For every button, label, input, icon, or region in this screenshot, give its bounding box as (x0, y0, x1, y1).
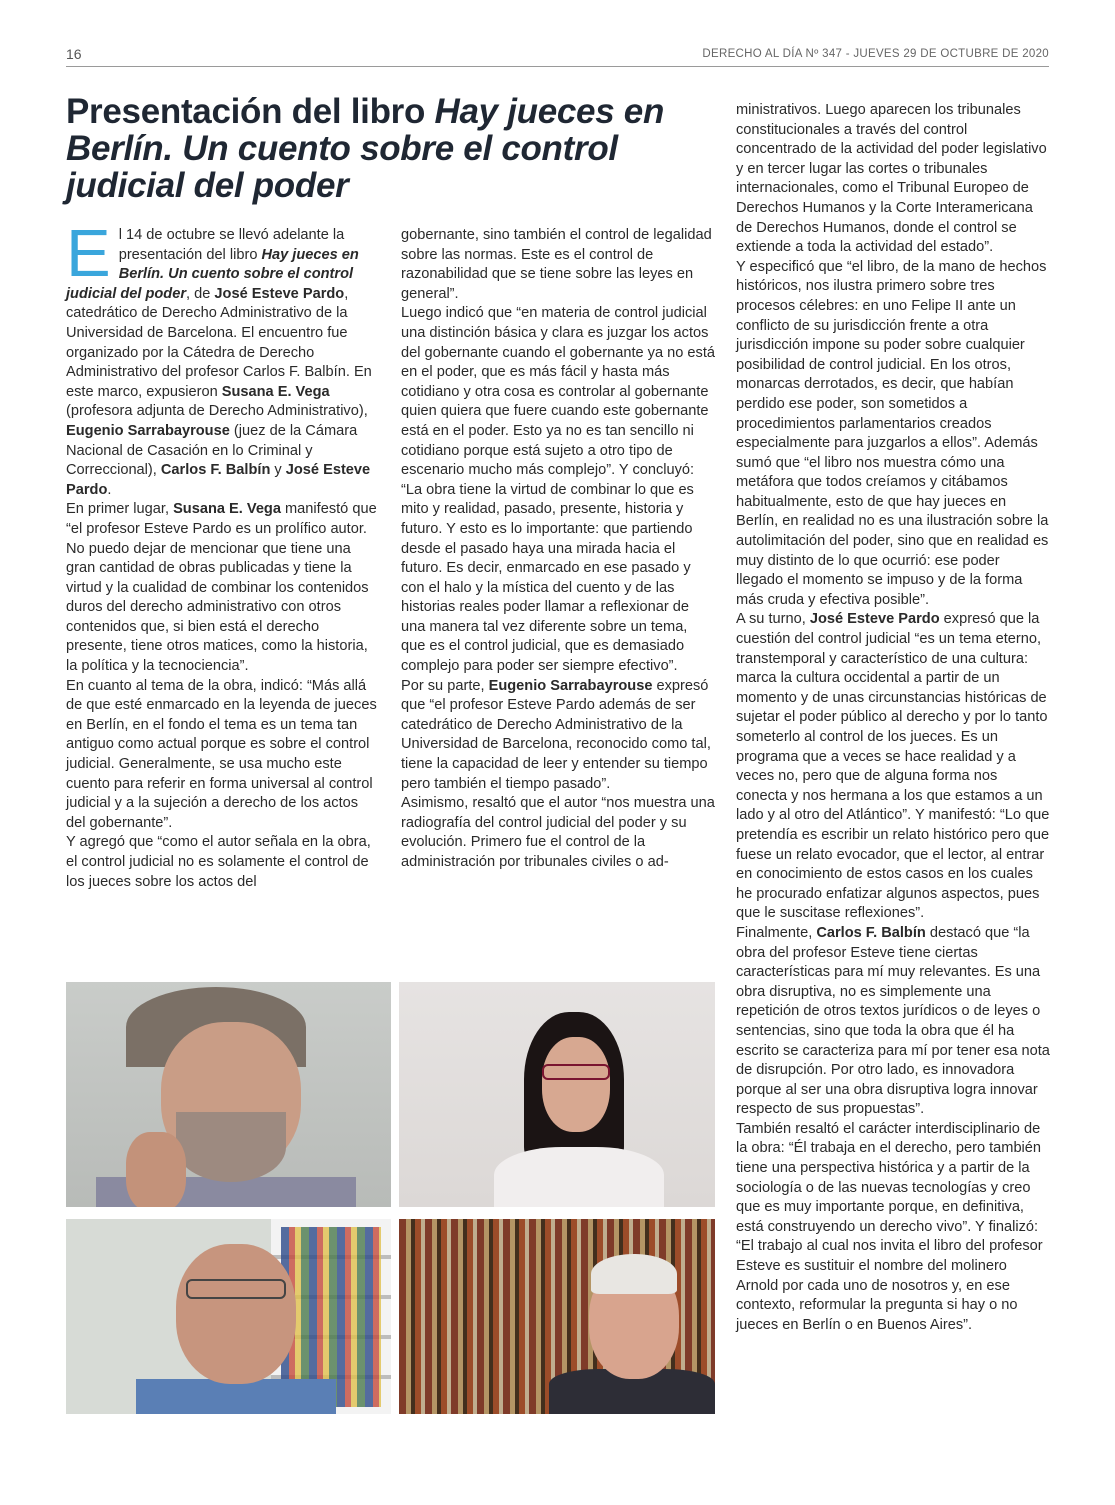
speaker-name: Eugenio Sarrabayrouse (488, 677, 653, 694)
paragraph (736, 924, 1050, 1120)
speaker-name: Eugenio Sarrabayrouse (66, 422, 230, 439)
paragraph: Luego indicó que “en materia de control judicial una distinción básica y clara es juzgar los actos del gobernante cuando el gobernante ya no está en el poder, que es más fácil y hasta más cotidiano y otra cosa es controlar al gobernante quien quiera que fuere cuando este gobernante está en el poder. Esto ya no es tan sencillo ni cotidiano porque está sujeto a otro tipo de escenario mucho más complejo”. Y concluyó: “La obra tiene la virtud de combinar lo que es mito y realidad, pasado, presente, historia y futuro. Y esto es lo importante: que partiendo desde el pasado haya una mirada hacia el futuro. Es decir, enmarcado en ese pasado y con el halo y la mística del cuento y de las historias reales poder llamar a reflexionar de una manera tal vez diferente sobre un tema, que es el control judicial, que es demasiado complejo para poder ser siempre efectivo”. (401, 305, 716, 675)
speaker-name: José Esteve Pardo (809, 611, 940, 628)
paragraph (736, 610, 1050, 924)
text: En primer lugar, (66, 501, 174, 518)
text: (profesora adjunta de Derecho Administrativo), (66, 403, 368, 420)
book-title: Hay jueces en Berlín. Un cuento sobre el control judicial del poder (66, 246, 359, 302)
paragraph (66, 216, 378, 500)
text: , de (186, 285, 215, 302)
paragraph: Y agregó que “como el autor señala en la obra, el control judicial no es solamente el control de los jueces sobre los actos del (66, 834, 371, 890)
participant-hand (126, 1132, 186, 1207)
speaker-name: Susana E. Vega (221, 383, 330, 400)
text: Finalmente, (736, 924, 817, 941)
column-1 (66, 216, 378, 892)
column-2 (401, 226, 715, 873)
article-title (66, 93, 706, 204)
participant-video-tile (66, 1219, 391, 1414)
participant-shirt (494, 1147, 664, 1207)
participant-video-tile (66, 982, 391, 1207)
speaker-name: José Esteve Pardo (214, 285, 345, 302)
participant-face (542, 1037, 610, 1132)
title-book-name: Hay jueces en Berlín. Un cuento sobre el control judicial del poder (66, 92, 665, 205)
participant-hair (591, 1254, 677, 1294)
text: Por su parte, (401, 677, 489, 694)
text: expresó que la cuestión del control judicial “es un tema eterno, transtemporal y característico de una cultura: marca la cultura occidental a partir de un momento y de unas circunstancias históricas de sujetar el poder público al derecho y por lo tanto someterlo al control de los jueces. Es un programa que a veces se hace realidad y a veces no, pero que de alguna forma nos conecta y nos hermana a los que estamos a un lado y al otro del Atlántico”. Y manifestó: “Lo que pretendía es escribir un relato histórico pero que fuese un relato evocador, que el lector, al entrar en conocimiento de estos casos en los cuales he procurado enfatizar algunos aspectos, pues que le suscitase reflexiones”. (736, 611, 1050, 922)
videoconference-photo (66, 982, 715, 1414)
page-header (66, 44, 1049, 67)
text: , catedrático de Derecho Administrativo de la Universidad de Barcelona. El encuentro fue organizado por la Cátedra de Derecho Administrativo del profesor Carlos F. Balbín. En este marco, expusieron (66, 285, 372, 400)
speaker-name: Carlos F. Balbín (160, 462, 271, 479)
participant-video-tile (399, 982, 715, 1207)
paragraph: gobernante, sino también el control de legalidad sobre las normas. Este es el control de razonabilidad que se tiene sobre las leyes en general”. (401, 227, 712, 302)
column-3 (736, 101, 1050, 1335)
paragraph: ministrativos. Luego aparecen los tribunales constitucionales a través del control concentrado de la actividad del poder legislativo y en tercer lugar las cortes o tribunales internacionales, como el Tribunal Europeo de Derechos Humanos y la Corte Interamericana de Derechos Humanos, donde el control se extiende a toda la actividad del estado”. (736, 102, 1047, 256)
text: expresó que “el profesor Esteve Pardo además de ser catedrático de Derecho Administrativo de la Universidad de Barcelona, reconocido como tal, tiene la capacidad de leer y entender su tiempo pero también el tiempo pasado”. (401, 677, 711, 792)
text: l 14 de octubre se llevó adelante la presentación del libro (118, 227, 345, 263)
drop-cap: E (66, 216, 111, 291)
paragraph: Y especificó que “el libro, de la mano de hechos históricos, nos ilustra primero sobre tres procesos célebres: en uno Felipe II ante un conflicto de su jurisdicción frente a otra jurisdicción impone su poder sobre cualquier posibilidad de control judicial. En los otros, monarcas derrotados, es decir, que habían perdido ese poder, son sometidos a procedimientos parlamentarios creados especialmente para juzgarlos a ellos”. Además sumó que “el libro nos muestra cómo una metáfora que todos creíamos y citábamos habitualmente, esto de que hay jueces en Berlín, en realidad no es una ilustración sobre la autolimitación del poder, sino que en realidad es muy distinto de lo que ocurrió: ese poder llegado el momento se impuso y de la forma más cruda y efectiva posible”. (736, 258, 1049, 608)
participant-beard (176, 1112, 286, 1182)
issue-line: DERECHO AL DÍA Nº 347 - JUEVES 29 DE OCTUBRE DE 2020 (702, 48, 1049, 60)
page-number: 16 (66, 46, 82, 62)
speaker-name: Carlos F. Balbín (816, 924, 926, 941)
text: y (270, 462, 286, 479)
participant-video-tile (399, 1219, 715, 1414)
participant-glasses (542, 1064, 610, 1080)
paragraph: En cuanto al tema de la obra, indicó: “Más allá de que esté enmarcado en la leyenda de jueces en Berlín, en el fondo el tema es un tema tan antiguo como actual porque es sobre el control judicial. Generalmente, se usa mucho este cuento para referir en forma universal al control judicial y a la sujeción a derecho de los actos del gobernante”. (66, 677, 377, 831)
text: A su turno, (736, 611, 810, 628)
speaker-name: Susana E. Vega (173, 501, 281, 518)
text: destacó que “la obra del profesor Esteve tiene ciertas características para mí muy relevantes. Es una obra disruptiva, no es simplemente una repetición de otros textos jurídicos o de leyes o sentencias, sino que toda la obra que él ha escrito se caracteriza para mí por tener esa nota de disrupción. Por otro lado, es innovadora porque al ser una obra disruptiva logra innovar respecto de sus propuestas”. (736, 924, 1050, 1118)
text: (juez de la Cámara Nacional de Casación en lo Criminal y Correccional), (66, 422, 358, 479)
paragraph: Asimismo, resaltó que el autor “nos muestra una radiografía del control judicial del poder y su evolución. Primero fue el control de la administración por tribunales civiles o ad- (401, 795, 715, 870)
paragraph (66, 500, 378, 676)
text: . (107, 481, 112, 498)
participant-shirt (136, 1379, 336, 1414)
paragraph (401, 677, 715, 795)
paragraph: También resaltó el carácter interdisciplinario de la obra: “Él trabaja en el derecho, pero también tiene una perspectiva histórica y a partir de la sociología o de las nuevas tecnologías y creo que es muy importante porque, en definitiva, está construyendo un derecho vivo”. Y finalizó: “El trabajo al cual nos invita el libro del profesor Esteve es sustituir el nombre del molinero Arnold por cada uno de nosotros y, en ese contexto, reformular la pregunta si hay o no jueces en Berlín o en Buenos Aires”. (736, 1120, 1043, 1333)
participant-face (176, 1244, 296, 1384)
speaker-name: José Esteve Pardo (66, 462, 371, 498)
participant-glasses (186, 1279, 286, 1299)
title-prefix: Presentación del libro (66, 92, 435, 131)
text: manifestó que “el profesor Esteve Pardo es un prolífico autor. No puedo dejar de mencionar que tiene una gran cantidad de obras publicadas y tiene la virtud y la cualidad de combinar los contenidos duros del derecho administrativo con otros contenidos que, si bien está el derecho presente, tiene otros matices, como la historia, la política y la tecnociencia”. (66, 501, 377, 675)
